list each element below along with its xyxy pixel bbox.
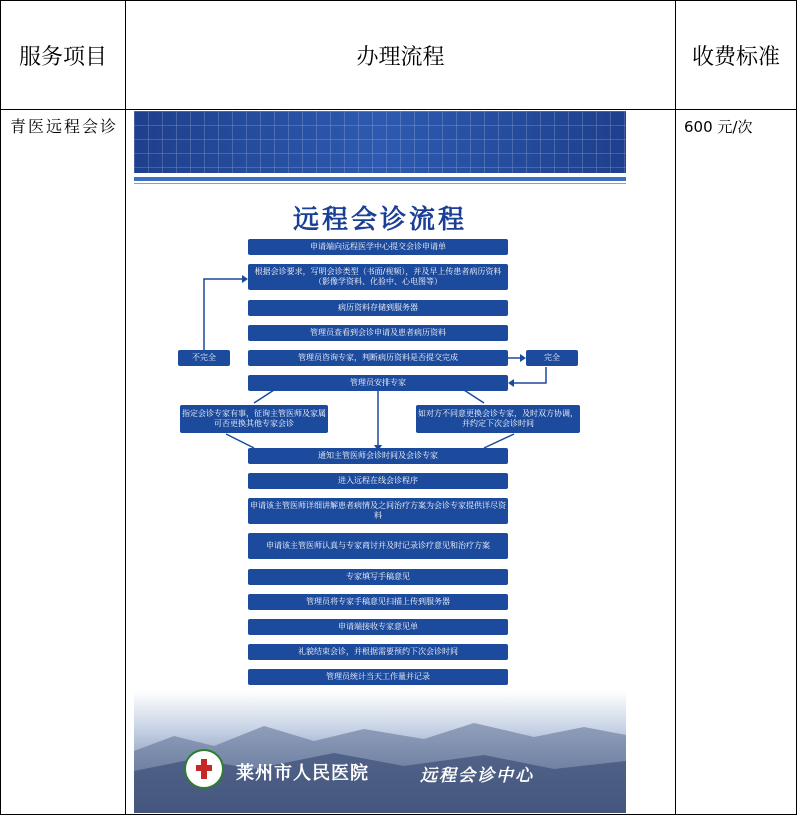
table-divider-2: [675, 0, 676, 815]
flow-step-9: 申请该主管医师详细讲解患者病情及之间治疗方案为会诊专家提供详尽资料: [248, 498, 508, 524]
table-border-header: [0, 109, 797, 110]
flow-step-5: 管理员咨询专家，判断病历资料是否提交完成: [248, 350, 508, 366]
flow-step-2: 根据会诊要求，写明会诊类型（书面/视频），并及早上传患者病历资料（影像学资料、化验中、心电图等）: [248, 264, 508, 290]
table-divider-1: [125, 0, 126, 815]
flow-step-10: 申请该主管医师认真与专家商讨并及时记录诊疗意见和治疗方案: [248, 533, 508, 559]
flow-side-incomplete: 不完全: [178, 350, 230, 366]
flow-step-7: 通知主管医师会诊时间及会诊专家: [248, 448, 508, 464]
hospital-cross-icon: [196, 757, 212, 781]
process-poster: [134, 111, 626, 813]
header-fee: 收费标准: [691, 44, 780, 70]
poster-title: 远程会诊流程: [292, 205, 467, 235]
flow-step-3: 病历资料存储到服务器: [248, 300, 508, 316]
flow-side-left-note: 指定会诊专家有事，征询主管医师及家属可否更换其他专家会诊: [180, 405, 328, 433]
service-item-name: 青医远程会诊: [10, 117, 119, 136]
header-process: 办理流程: [356, 44, 445, 70]
flow-step-14: 礼貌结束会诊，并根据需要预约下次会诊时间: [248, 644, 508, 660]
hospital-name: 莱州市人民医院: [236, 763, 369, 784]
flow-step-13: 申请端接收专家意见单: [248, 619, 508, 635]
center-name: 远程会诊中心: [420, 766, 534, 786]
flow-step-1: 申请端向远程医学中心提交会诊申请单: [248, 239, 508, 255]
flow-step-12: 管理员将专家手稿意见扫描上传到服务器: [248, 594, 508, 610]
flow-step-6: 管理员安排专家: [248, 375, 508, 391]
flow-step-11: 专家填写手稿意见: [248, 569, 508, 585]
flow-step-4: 管理员查看到会诊申请及患者病历资料: [248, 325, 508, 341]
flow-step-15: 管理员统计当天工作量并记录: [248, 669, 508, 685]
flow-step-8: 进入远程在线会诊程序: [248, 473, 508, 489]
service-fee: 600 元/次: [684, 118, 753, 136]
header-service-item: 服务项目: [18, 44, 107, 70]
table-border-left: [0, 0, 1, 815]
flow-side-right-note: 如对方不同意更换会诊专家，及时双方协调，并约定下次会诊时间: [416, 405, 580, 433]
flow-side-complete: 完全: [526, 350, 578, 366]
hospital-logo: [184, 749, 224, 789]
